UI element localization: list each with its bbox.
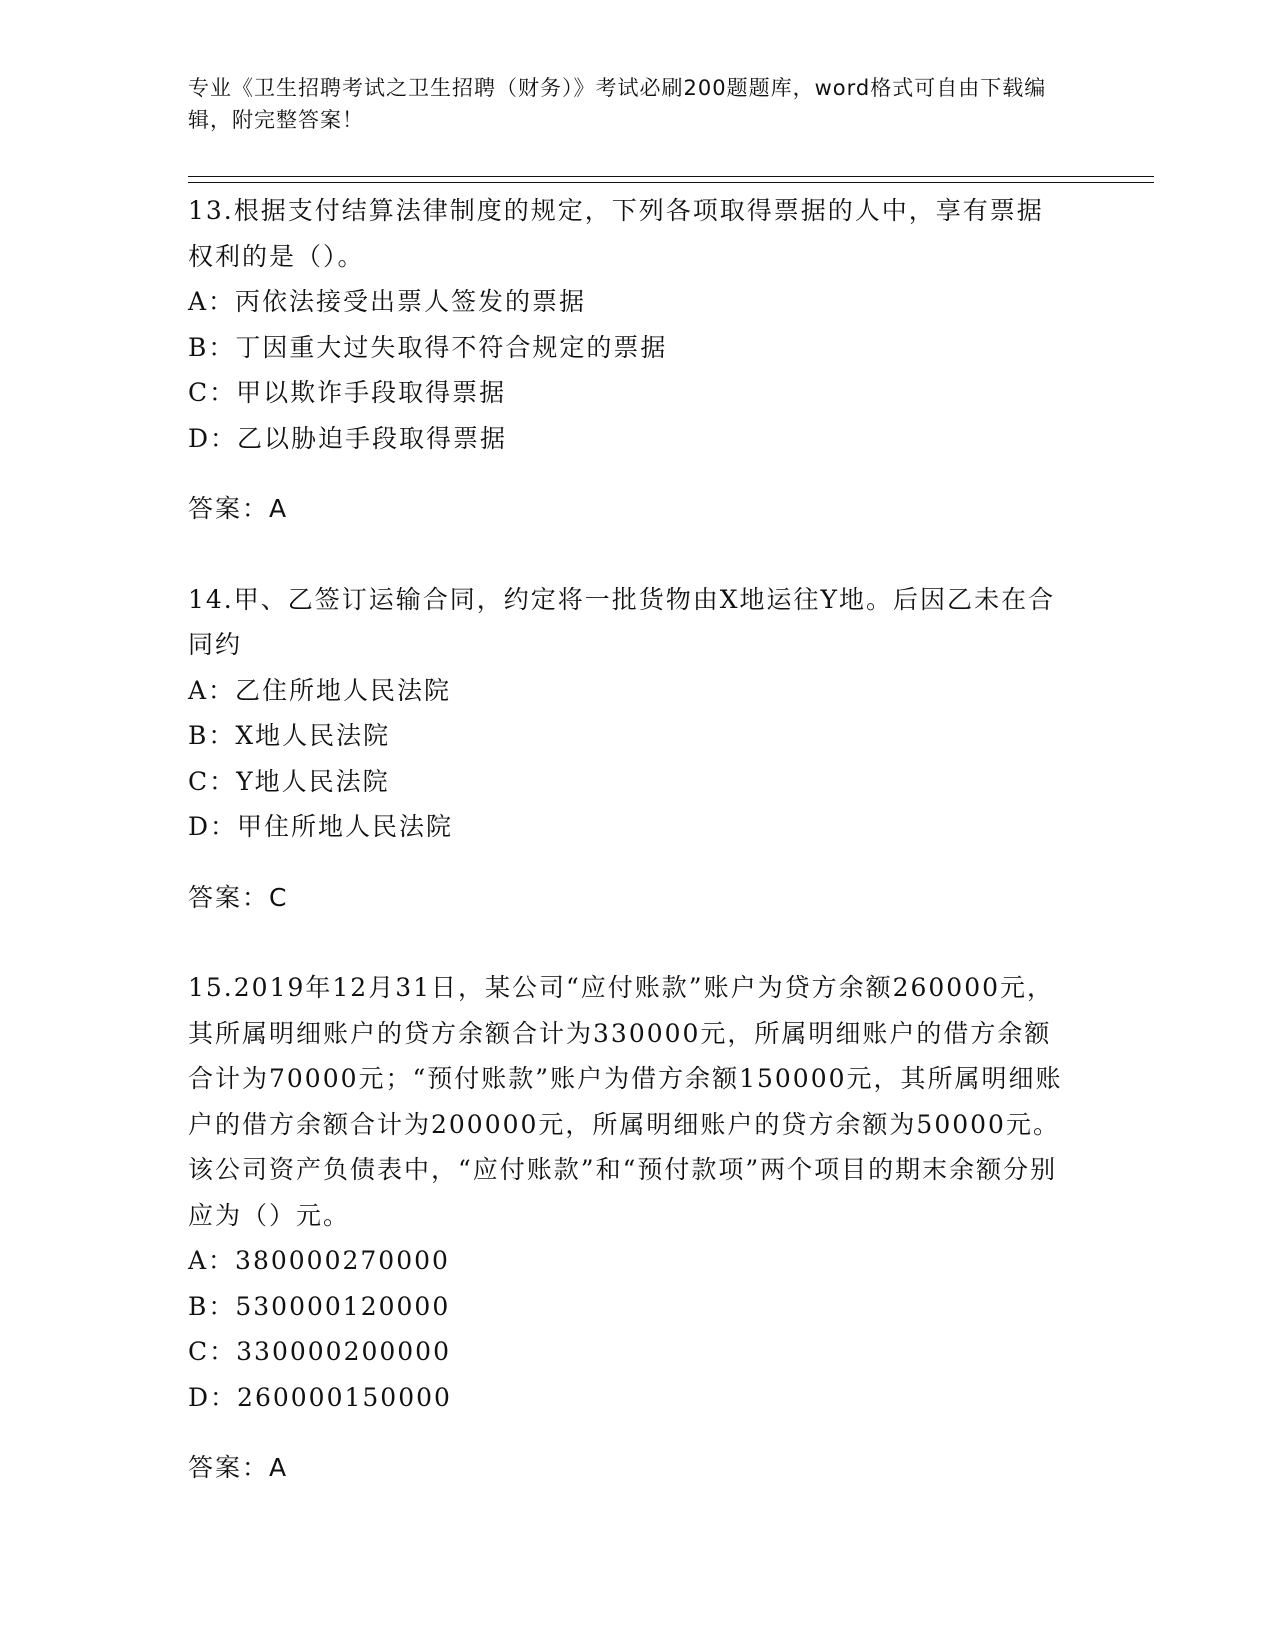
option-a: A：380000270000	[188, 1246, 450, 1275]
question-stem: 13.根据支付结算法律制度的规定，下列各项取得票据的人中，享有票据权利的是（）。	[188, 196, 1044, 271]
question-list	[188, 188, 1068, 1536]
answer-line: 答案：A	[188, 494, 289, 523]
question-stem: 15.2019年12月31日，某公司“应付账款”账户为贷方余额260000元，其所属明细账户的贷方余额合计为330000元，所属明细账户的借方余额合计为70000元；“预付账款”账户为借方余额150000元，其所属明细账户的借方余额合计为200000元，所属明细账户的贷方余额为50000元。该公司资产负债表中，“应付账款”和“预付款项”两个项目的期末余额分别应为（）元。	[188, 973, 1063, 1230]
question-stem: 14.甲、乙签订运输合同，约定将一批货物由X地运往Y地。后因乙未在合同约	[188, 584, 1056, 659]
option-b: B：X地人民法院	[188, 721, 391, 750]
question-15	[188, 965, 1068, 1491]
option-c: C：甲以欺诈手段取得票据	[188, 378, 507, 407]
question-13	[188, 188, 1068, 532]
option-d: D：乙以胁迫手段取得票据	[188, 423, 508, 453]
option-a: A：乙住所地人民法院	[188, 675, 452, 705]
option-c: C：Y地人民法院	[188, 766, 390, 796]
option-b: B：530000120000	[188, 1291, 451, 1321]
answer-line: 答案：C	[188, 882, 289, 912]
option-b: B：丁因重大过失取得不符合规定的票据	[188, 332, 668, 362]
header-divider-bottom	[188, 182, 1154, 183]
option-a: A：丙依法接受出票人签发的票据	[188, 287, 587, 316]
document-header	[188, 72, 1068, 136]
option-d: D：甲住所地人民法院	[188, 812, 454, 841]
option-c: C：330000200000	[188, 1337, 451, 1366]
header-divider-top	[188, 176, 1154, 177]
question-14	[188, 577, 1068, 921]
option-d: D：260000150000	[188, 1382, 452, 1412]
answer-line: 答案：A	[188, 1453, 289, 1482]
header-text: 专业《卫生招聘考试之卫生招聘（财务）》考试必刷200题题库，word格式可自由下载编辑，附完整答案！	[188, 76, 1047, 132]
